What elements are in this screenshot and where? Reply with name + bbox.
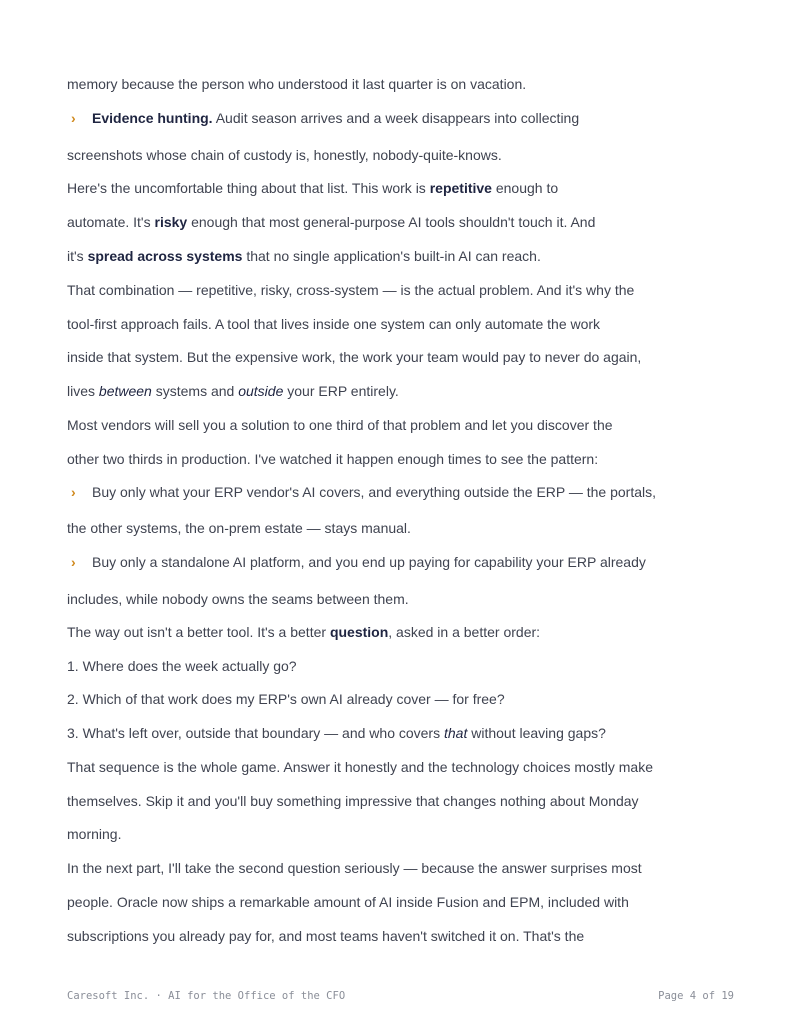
paragraph-line: screenshots whose chain of custody is, honestly, nobody-quite-knows. <box>67 147 502 163</box>
paragraph-line: That combination — repetitive, risky, cross-system — is the actual problem. And it's why the <box>67 282 635 298</box>
numbered-item: 2. Which of that work does my ERP's own AI already cover — for free? <box>67 691 505 707</box>
paragraph-line: morning. <box>67 826 122 842</box>
paragraph-line: the other systems, the on-prem estate — stays manual. <box>67 520 411 536</box>
paragraph-line: Here's the uncomfortable thing about that list. This work is repetitive enough to <box>67 180 559 196</box>
emphasis-bold: repetitive <box>429 180 492 196</box>
paragraph-line: other two thirds in production. I've watched it happen enough times to see the pattern: <box>67 451 599 467</box>
paragraph-line: includes, while nobody owns the seams between them. <box>67 591 409 607</box>
emphasis-italic: that <box>444 725 468 741</box>
chevron-right-icon: › <box>71 554 76 570</box>
bullet-text: Buy only a standalone AI platform, and you end up paying for capability your ERP already <box>92 554 646 570</box>
paragraph-line: In the next part, I'll take the second question seriously — because the answer surprises most <box>67 860 642 876</box>
emphasis-bold: risky <box>154 214 188 230</box>
paragraph-line: The way out isn't a better tool. It's a better question, asked in a better order: <box>67 624 541 640</box>
emphasis-italic: outside <box>238 383 284 399</box>
paragraph-line: tool-first approach fails. A tool that lives inside one system can only automate the work <box>67 316 601 332</box>
paragraph-line: lives between systems and outside your ERP entirely. <box>67 383 399 399</box>
numbered-item: 1. Where does the week actually go? <box>67 658 297 674</box>
chevron-right-icon: › <box>71 110 76 126</box>
bullet-text: Audit season arrives and a week disappears into collecting <box>212 110 580 126</box>
paragraph-line: memory because the person who understood it last quarter is on vacation. <box>67 76 527 92</box>
bullet-item <box>67 551 667 573</box>
emphasis-italic: between <box>98 383 152 399</box>
bullet-text: Buy only what your ERP vendor's AI covers, and everything outside the ERP — the portals, <box>92 484 657 500</box>
chevron-right-icon: › <box>71 484 76 500</box>
bullet-item <box>67 107 667 129</box>
paragraph-line: Most vendors will sell you a solution to one third of that problem and let you discover the <box>67 417 613 433</box>
paragraph-line: it's spread across systems that no single application's built-in AI can reach. <box>67 248 541 264</box>
paragraph-line: That sequence is the whole game. Answer it honestly and the technology choices mostly make <box>67 759 653 775</box>
footer-left: Caresoft Inc. · AI for the Office of the CFO <box>67 990 346 1002</box>
paragraph-line: subscriptions you already pay for, and most teams haven't switched it on. That's the <box>67 928 585 944</box>
bullet-bold-label: Evidence hunting. <box>92 110 213 126</box>
paragraph-line: themselves. Skip it and you'll buy something impressive that changes nothing about Monday <box>67 793 639 809</box>
bullet-item <box>67 481 667 503</box>
page-number: Page 4 of 19 <box>658 990 734 1002</box>
emphasis-bold: question <box>329 624 389 640</box>
paragraph-line: inside that system. But the expensive work, the work your team would pay to never do again, <box>67 349 642 365</box>
paragraph-line: automate. It's risky enough that most general-purpose AI tools shouldn't touch it. And <box>67 214 596 230</box>
emphasis-bold: spread across systems <box>87 248 243 264</box>
numbered-item: 3. What's left over, outside that boundary — and who covers that without leaving gaps? <box>67 725 606 741</box>
paragraph-line: people. Oracle now ships a remarkable amount of AI inside Fusion and EPM, included with <box>67 894 629 910</box>
